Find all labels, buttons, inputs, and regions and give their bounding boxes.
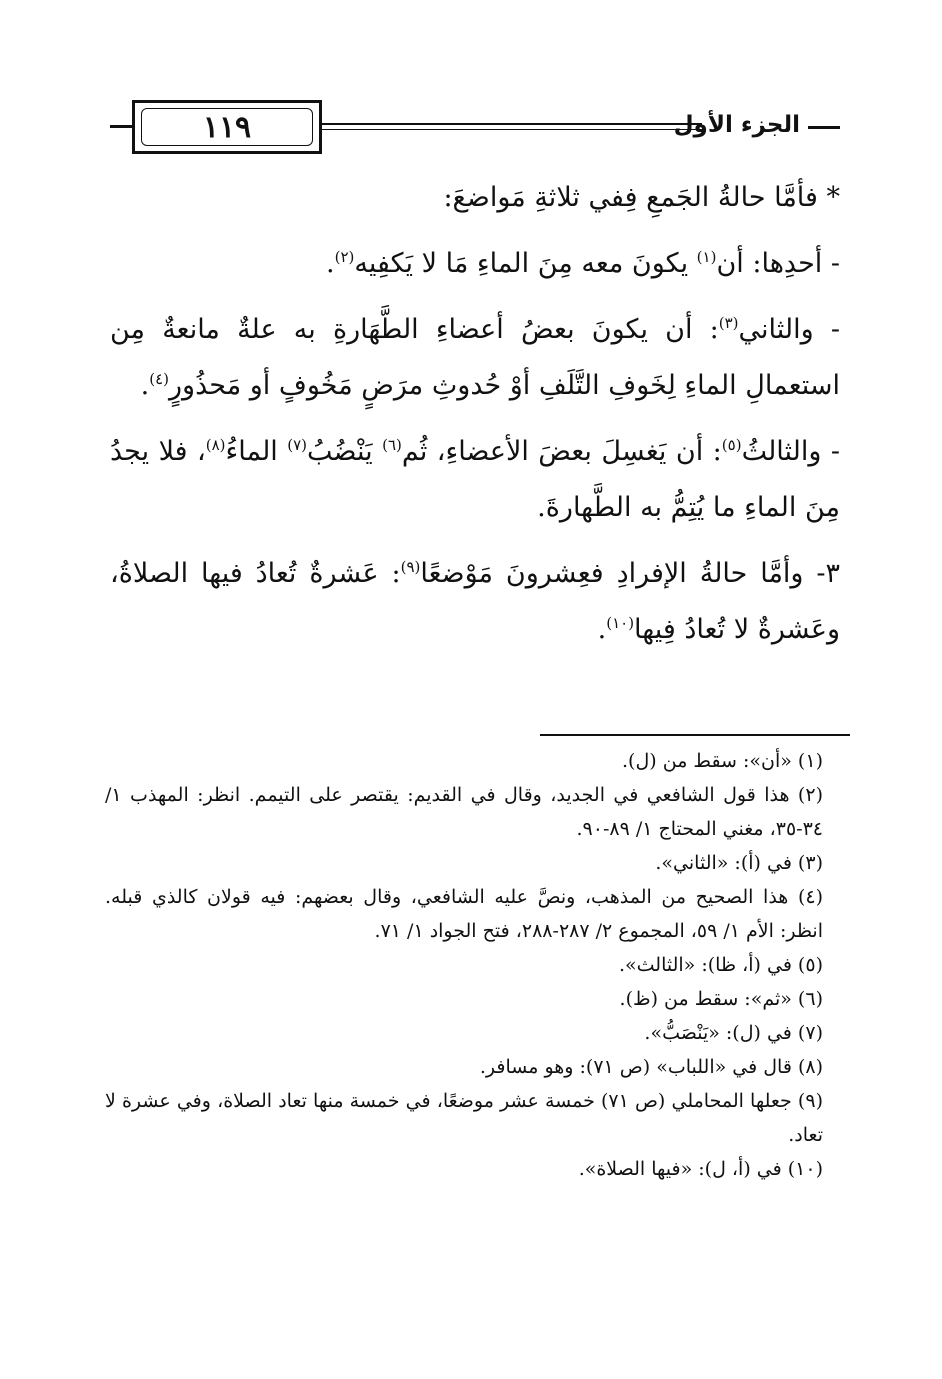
paragraph-4 [110, 424, 840, 536]
footnote-3: (٣) في (أ): «الثاني». [655, 852, 823, 874]
footnote-ref-2[interactable]: (٢) [334, 248, 355, 266]
footnote-9: (٩) جعلها المحاملي (ص ٧١) خمسة عشر موضعًا، في خمسة منها تعاد الصلاة، وفي عشرة لا تعاد. [105, 1090, 823, 1146]
p4-text-a: - والثالثُ [741, 436, 841, 467]
paragraph-5 [110, 546, 840, 658]
footnote-2: (٢) هذا قول الشافعي في الجديد، وقال في القديم: يقتصر على التيمم. انظر: المهذب ١/ ٣٤-٣٥، مغني المحتاج ١/ ٨٩-٩٠. [105, 784, 823, 840]
footnote-ref-9[interactable]: (٩) [400, 558, 421, 576]
page-header [110, 96, 840, 160]
p5-text-b: : عَشرةٌ تُعادُ فيها الصلاةُ، وعَشرةٌ لا تُعادُ فِيها [110, 558, 840, 645]
p4-text-e: ، فلا يجدُ مِنَ الماءِ ما يُتِمُّ به الطَّهارةَ. [110, 436, 840, 523]
footnote-10: (١٠) في (أ، ل): «فيها الصلاة». [578, 1158, 823, 1180]
main-text [110, 170, 840, 668]
page-number: ١١٩ [141, 108, 313, 146]
header-rule-right [808, 126, 840, 129]
footnote-ref-7[interactable]: (٧) [287, 436, 308, 454]
footnote-7: (٧) في (ل): «يَنْصَبُّ». [644, 1022, 823, 1044]
page-number-frame [132, 100, 322, 154]
footnote-ref-10[interactable]: (١٠) [606, 614, 635, 632]
paragraph-3 [110, 302, 840, 414]
p3-text-c: . [140, 370, 150, 401]
p4-text-d: الماءُ [225, 436, 288, 467]
p2-text-a: - أحدِها: أن [716, 248, 840, 279]
p5-text-c: . [597, 614, 607, 645]
header-title: الجزء الأول [673, 112, 800, 138]
footnote-ref-6[interactable]: (٦) [382, 436, 402, 454]
footnote-8: (٨) قال في «اللباب» (ص ٧١): وهو مسافر. [479, 1056, 823, 1078]
p3-text-b: : أن يكونَ بعضُ أعضاءِ الطَّهَارةِ به علةٌ مانعةٌ مِن استعمالِ الماءِ لِخَوفِ التَّلَفِ أوْ حُدوثِ مرَضٍ مَخُوفٍ أو مَحذُورٍ [110, 314, 840, 401]
footnotes [105, 744, 845, 1186]
footnote-ref-8[interactable]: (٨) [205, 436, 226, 454]
paragraph-2 [110, 236, 840, 292]
paragraph-1 [110, 170, 840, 226]
footnote-separator [540, 734, 850, 736]
header-rule-middle [322, 123, 702, 125]
footnote-5: (٥) في (أ، ظا): «الثالث». [618, 954, 823, 976]
p2-text-b: يكونَ معه مِنَ الماءِ مَا لا يَكفِيه [354, 248, 697, 279]
footnote-1: (١) «أن»: سقط من (ل). [622, 750, 823, 772]
footnote-ref-4[interactable]: (٤) [149, 370, 170, 388]
footnote-6: (٦) «ثم»: سقط من (ظ). [619, 988, 823, 1010]
p4-text-b: : أن يَغسِلَ بعضَ الأعضاءِ، ثُم [401, 436, 722, 467]
paragraph-1-text: * فأمَّا حالةُ الجَمعِ فِفي ثلاثةِ مَواضعَ: [443, 182, 840, 213]
p4-text-c: يَنْضُبُ [307, 436, 383, 467]
p3-text-a: - والثاني [738, 314, 840, 345]
footnote-ref-3[interactable]: (٣) [718, 314, 739, 332]
p2-text-c: . [325, 248, 335, 279]
footnote-ref-5[interactable]: (٥) [721, 436, 742, 454]
header-rule-left [110, 125, 132, 128]
footnote-4: (٤) هذا الصحيح من المذهب، ونصَّ عليه الشافعي، وقال بعضهم: فيه قولان كالذي قبله. انظر: الأم ١/ ٥٩، المجموع ٢/ ٢٨٧-٢٨٨، فتح الجواد ١/ ٧١. [105, 886, 823, 942]
p5-text-a: ٣- وأمَّا حالةُ الإفرادِ فعِشرونَ مَوْضعًا [420, 558, 841, 589]
footnote-ref-1[interactable]: (١) [696, 248, 717, 266]
header-rule-middle-2 [322, 129, 702, 130]
